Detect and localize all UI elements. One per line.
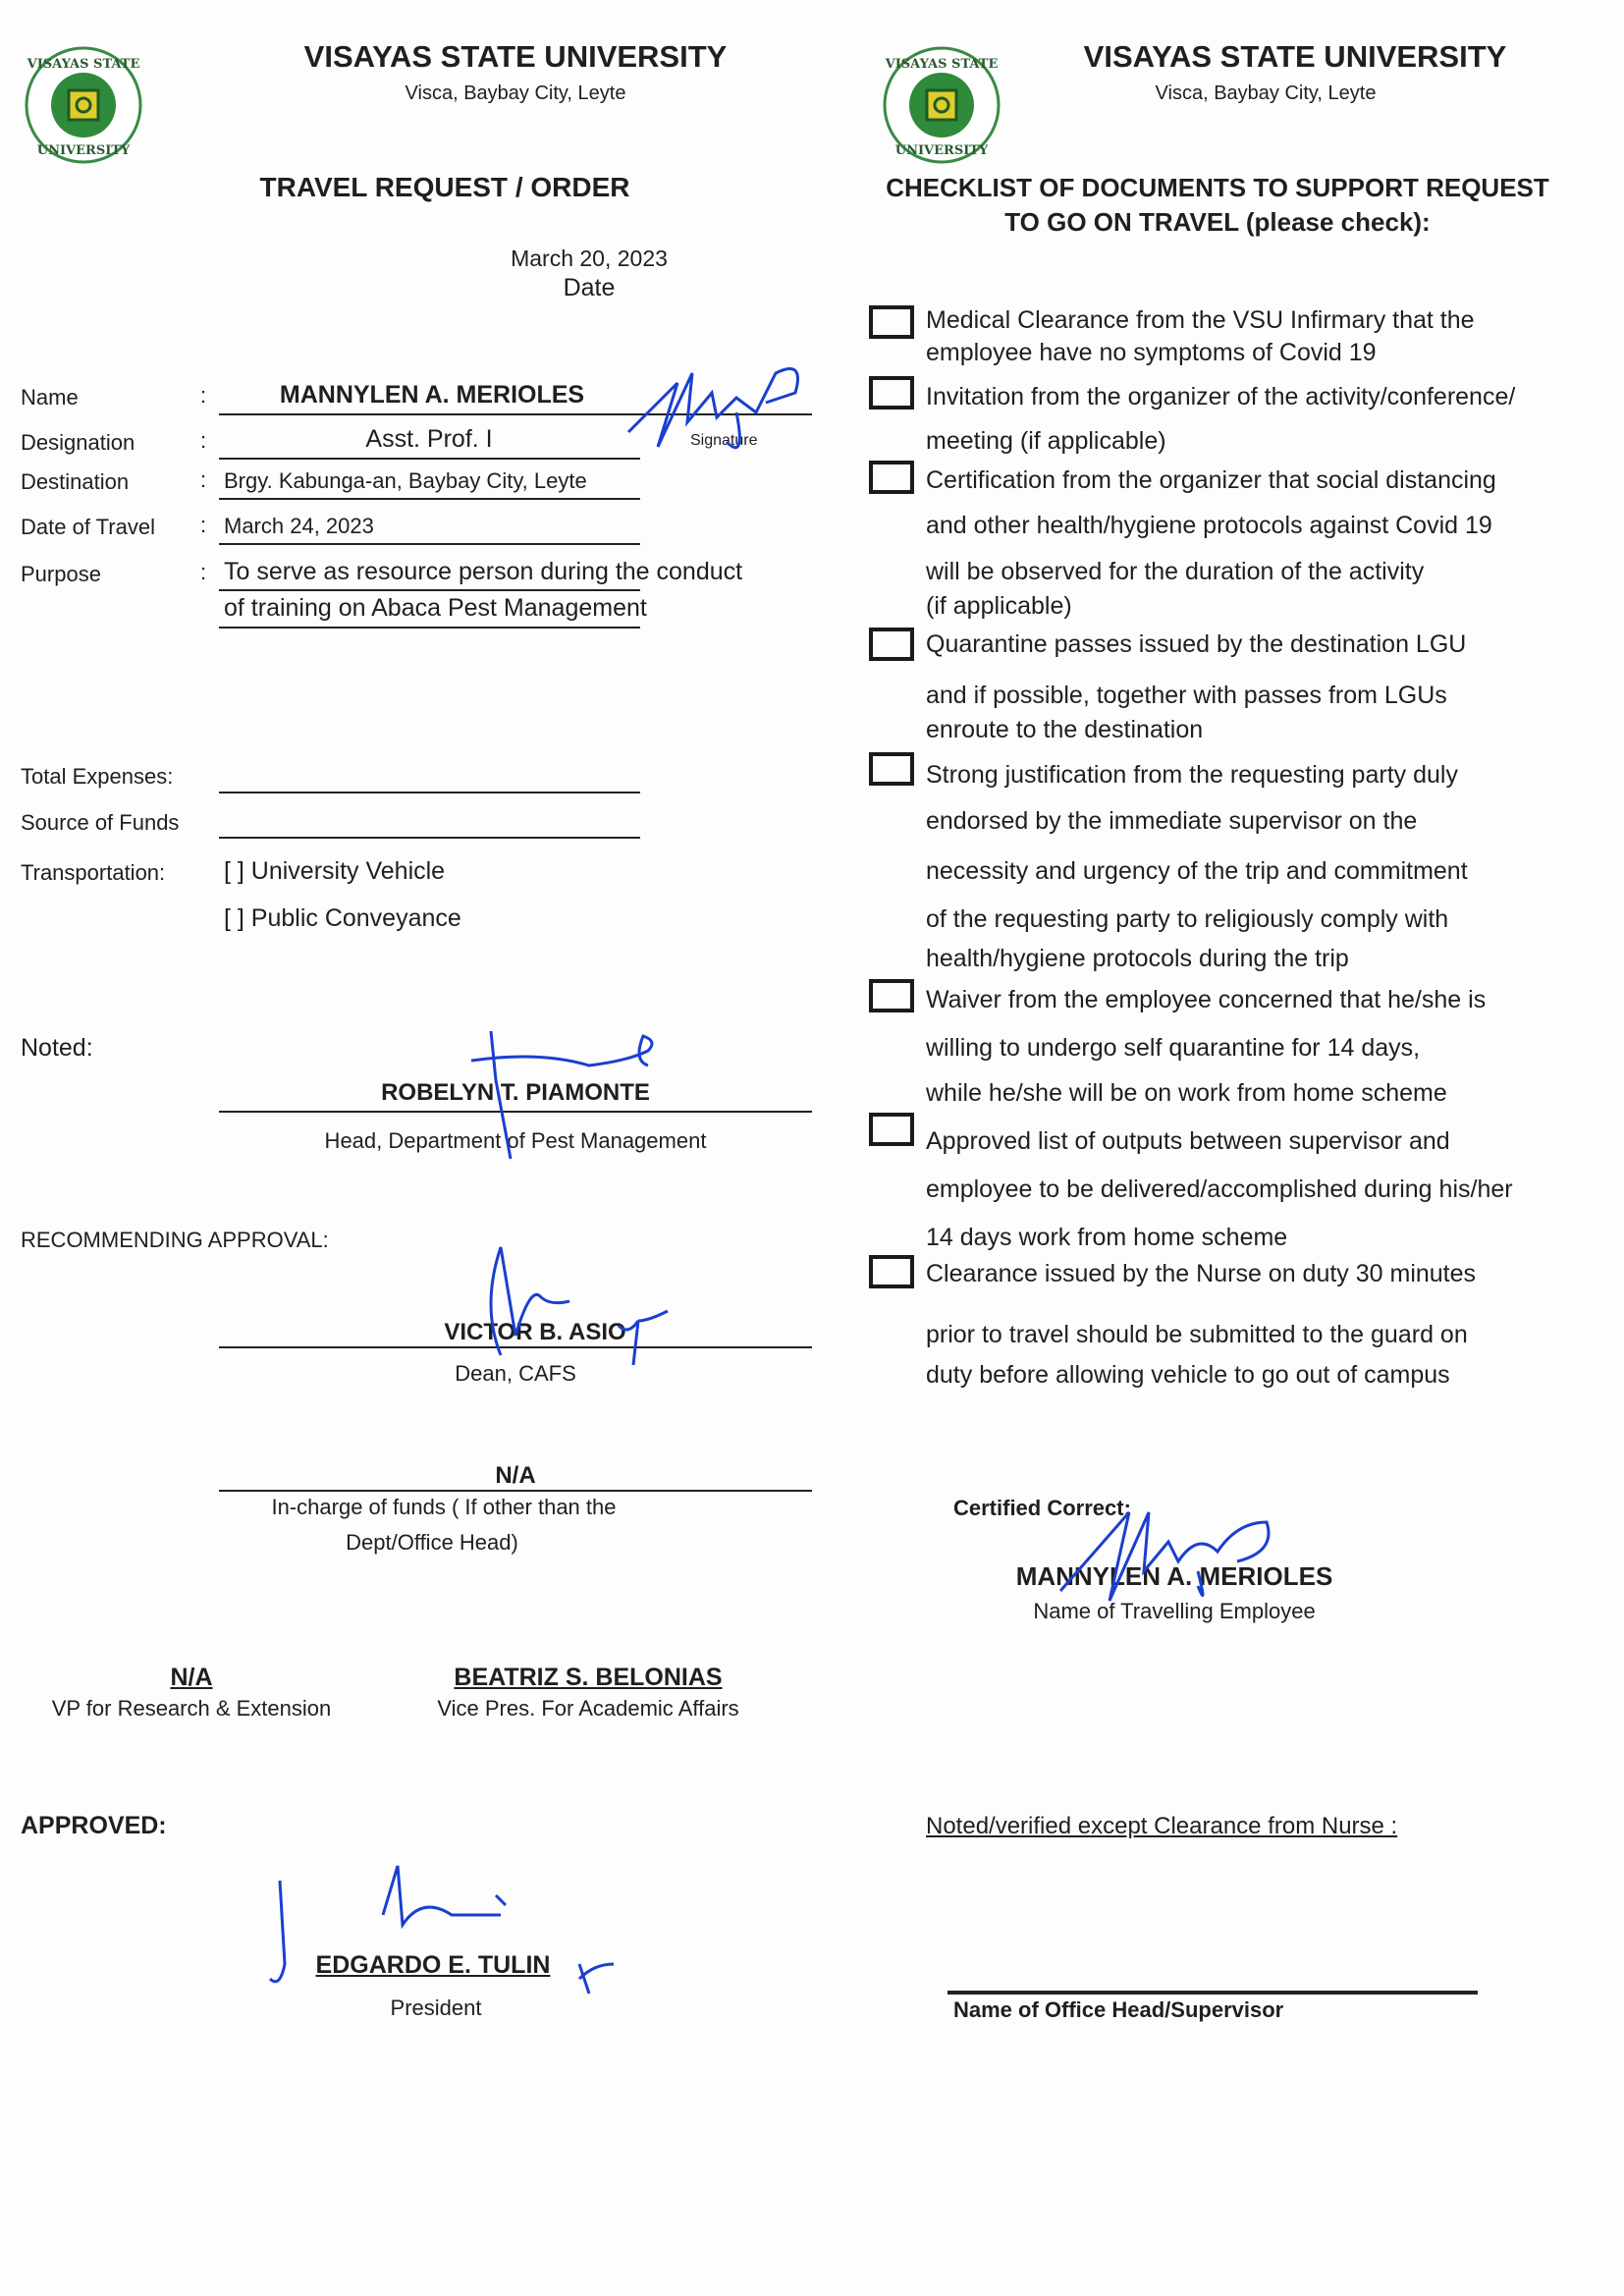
approved-label: APPROVED: xyxy=(21,1812,167,1839)
noted-verified-label: Noted/verified except Clearance from Nurse : xyxy=(926,1813,1398,1839)
svg-text:UNIVERSITY: UNIVERSITY xyxy=(36,143,131,158)
checklist-checkbox[interactable] xyxy=(869,628,914,661)
noted-signature-line xyxy=(219,1111,812,1113)
checklist-checkbox[interactable] xyxy=(869,461,914,494)
colon: : xyxy=(200,428,207,453)
university-name: VISAYAS STATE UNIVERSITY xyxy=(303,39,728,74)
checklist-item-text: and other health/hygiene protocols against Covid 19 xyxy=(926,512,1492,539)
colon: : xyxy=(200,467,207,492)
certified-employee-title: Name of Travelling Employee xyxy=(1033,1599,1316,1623)
funds-signature-line xyxy=(219,1490,812,1492)
destination-value: Brgy. Kabunga-an, Baybay City, Leyte xyxy=(224,468,587,493)
form-title: TRAVEL REQUEST / ORDER xyxy=(259,172,630,202)
applicant-signature xyxy=(619,354,815,471)
checklist-item-text: Certification from the organizer that social distancing xyxy=(926,466,1496,494)
public-conveyance-option[interactable]: [ ] Public Conveyance xyxy=(224,904,461,932)
designation-underline xyxy=(219,458,640,460)
noted-title: Head, Department of Pest Management xyxy=(324,1128,707,1153)
recommending-signature-line xyxy=(219,1346,812,1348)
checklist-item-text: Medical Clearance from the VSU Infirmary that the xyxy=(926,306,1475,334)
recommending-name: VICTOR B. ASIO xyxy=(444,1319,626,1345)
vp-research-title: VP for Research & Extension xyxy=(51,1696,332,1721)
svg-text:VISAYAS STATE: VISAYAS STATE xyxy=(885,57,999,72)
checklist-item-text: Waiver from the employee concerned that he/she is xyxy=(926,986,1487,1013)
checklist-item-text: willing to undergo self quarantine for 14 days, xyxy=(926,1034,1421,1062)
noted-label: Noted: xyxy=(21,1034,93,1062)
president-title: President xyxy=(390,1995,482,2020)
checklist-item-text: meeting (if applicable) xyxy=(926,427,1166,455)
source-of-funds-underline xyxy=(219,837,640,839)
checklist-checkbox[interactable] xyxy=(869,979,914,1012)
checklist-item-text: employee have no symptoms of Covid 19 xyxy=(926,339,1377,366)
checklist-item-text: endorsed by the immediate supervisor on the xyxy=(926,807,1418,835)
checklist-item-text: will be observed for the duration of the activity xyxy=(926,558,1425,585)
checklist-checkbox[interactable] xyxy=(869,752,914,786)
vp-academic-name: BEATRIZ S. BELONIAS xyxy=(454,1664,723,1691)
purpose-label: Purpose xyxy=(21,562,101,586)
office-head-label: Name of Office Head/Supervisor xyxy=(953,1997,1284,2022)
university-address: Visca, Baybay City, Leyte xyxy=(405,82,626,104)
date-of-travel-label: Date of Travel xyxy=(21,515,155,539)
university-vehicle-option[interactable]: [ ] University Vehicle xyxy=(224,857,446,885)
checklist-checkbox[interactable] xyxy=(869,376,914,410)
noted-name: ROBELYN T. PIAMONTE xyxy=(381,1079,650,1106)
designation-label: Designation xyxy=(21,430,135,455)
funds-incharge-title-1: In-charge of funds ( If other than the xyxy=(271,1495,617,1519)
vp-academic-title: Vice Pres. For Academic Affairs xyxy=(437,1696,739,1721)
recommending-signature xyxy=(471,1228,677,1375)
recommending-approval-label: RECOMMENDING APPROVAL: xyxy=(21,1228,329,1252)
checklist-checkbox[interactable] xyxy=(869,1113,914,1146)
checklist-item-text: necessity and urgency of the trip and commitment xyxy=(926,857,1468,885)
checklist-item-text: health/hygiene protocols during the trip xyxy=(926,945,1349,972)
university-seal-logo xyxy=(20,44,147,166)
colon: : xyxy=(200,513,207,537)
designation-value: Asst. Prof. I xyxy=(365,425,493,453)
president-name: EDGARDO E. TULIN xyxy=(315,1951,551,1979)
checklist-item-text: Approved list of outputs between supervisor and xyxy=(926,1127,1450,1155)
name-value: MANNYLEN A. MERIOLES xyxy=(279,381,585,409)
purpose-line-1: To serve as resource person during the conduct xyxy=(224,558,743,585)
university-seal-logo xyxy=(878,44,1005,166)
checklist-item-text: (if applicable) xyxy=(926,592,1072,620)
certified-employee-name: MANNYLEN A. MERIOLES xyxy=(1015,1561,1333,1591)
certified-correct-label: Certified Correct: xyxy=(953,1496,1131,1520)
source-of-funds-label: Source of Funds xyxy=(21,810,180,835)
checklist-item-text: 14 days work from home scheme xyxy=(926,1224,1288,1251)
checklist-item-text: Strong justification from the requesting party duly xyxy=(926,761,1458,789)
checklist-title-line-1: CHECKLIST OF DOCUMENTS TO SUPPORT REQUEST xyxy=(886,173,1549,202)
checklist-checkbox[interactable] xyxy=(869,1255,914,1288)
request-date: March 20, 2023 xyxy=(511,246,668,271)
destination-underline xyxy=(219,498,640,500)
checklist-item-text: Invitation from the organizer of the activity/conference/ xyxy=(926,383,1516,410)
date-label: Date xyxy=(563,274,616,301)
checklist-item-text: prior to travel should be submitted to the guard on xyxy=(926,1321,1468,1348)
date-of-travel-underline xyxy=(219,543,640,545)
funds-incharge-name: N/A xyxy=(495,1462,536,1489)
signature-label: Signature xyxy=(690,432,758,449)
date-of-travel-value: March 24, 2023 xyxy=(224,514,374,538)
total-expenses-underline xyxy=(219,792,640,793)
checklist-item-text: Quarantine passes issued by the destination LGU xyxy=(926,630,1467,658)
funds-incharge-title-2: Dept/Office Head) xyxy=(346,1530,518,1555)
checklist-checkbox[interactable] xyxy=(869,305,914,339)
destination-label: Destination xyxy=(21,469,130,494)
colon: : xyxy=(200,560,207,584)
name-label: Name xyxy=(21,385,79,410)
checklist-item-text: and if possible, together with passes from LGUs xyxy=(926,682,1447,709)
name-underline xyxy=(219,413,812,415)
purpose-underline-1 xyxy=(219,589,640,591)
recommending-title: Dean, CAFS xyxy=(455,1361,576,1386)
checklist-item-text: duty before allowing vehicle to go out of campus xyxy=(926,1361,1450,1389)
checklist-item-text: of the requesting party to religiously comply with xyxy=(926,905,1449,933)
checklist-item-text: while he/she will be on work from home scheme xyxy=(926,1079,1447,1107)
total-expenses-label: Total Expenses: xyxy=(21,764,174,789)
purpose-underline-2 xyxy=(219,627,640,629)
university-name: VISAYAS STATE UNIVERSITY xyxy=(1083,39,1507,74)
university-address: Visca, Baybay City, Leyte xyxy=(1155,82,1377,104)
checklist-item-text: enroute to the destination xyxy=(926,716,1204,743)
svg-text:UNIVERSITY: UNIVERSITY xyxy=(894,143,989,158)
checklist-item-text: Clearance issued by the Nurse on duty 30 minutes xyxy=(926,1260,1477,1287)
vp-research-name: N/A xyxy=(170,1664,213,1691)
office-head-signature-line xyxy=(947,1991,1478,1995)
colon: : xyxy=(200,383,207,408)
transportation-label: Transportation: xyxy=(21,860,166,885)
svg-text:VISAYAS STATE: VISAYAS STATE xyxy=(27,57,140,72)
purpose-line-2: of training on Abaca Pest Management xyxy=(224,594,647,622)
checklist-item-text: employee to be delivered/accomplished during his/her xyxy=(926,1175,1513,1203)
checklist-title-line-2: TO GO ON TRAVEL (please check): xyxy=(1004,207,1431,237)
